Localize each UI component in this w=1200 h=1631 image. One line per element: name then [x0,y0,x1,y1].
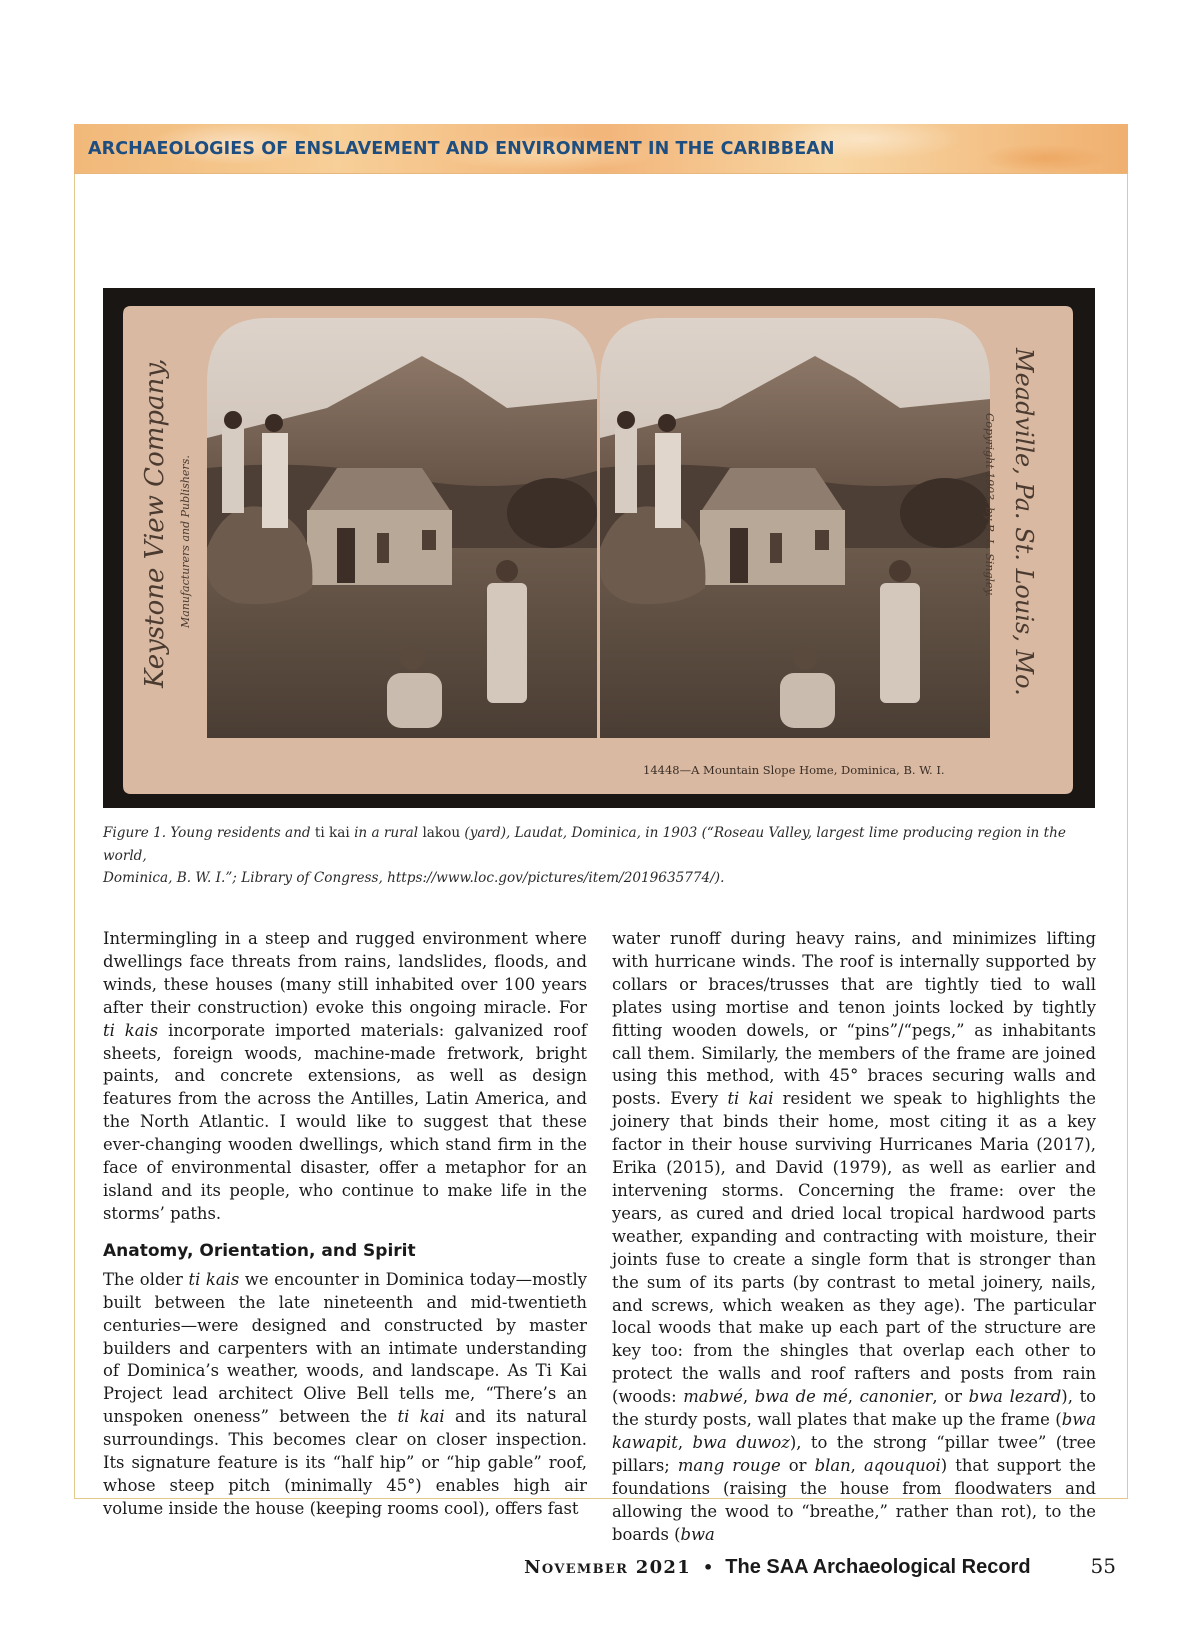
paragraph [612,928,1096,1546]
term-ti-kai: ti kai [397,1407,445,1427]
card-right-text: Meadville, Pa. St. Louis, Mo. [1010,348,1038,696]
text-run: , [847,1387,860,1407]
page-footer [524,1554,1116,1584]
wood-name: blan [814,1455,851,1475]
text-run: ), to the sturdy posts, wall plates that make up the frame ( [612,1387,1097,1430]
section-banner [74,124,1128,174]
wood-name: bwa kawapit [612,1410,1096,1452]
term-ti-kais: ti kais [188,1269,240,1289]
text-run: or [780,1455,815,1475]
wood-name: bwa de mé [754,1387,848,1407]
caption-term-ti-kai: ti kai [314,825,350,841]
text-run: ), to the strong “pillar twee” (tree pillars; [612,1432,1096,1475]
wood-name: canonier [859,1387,933,1407]
text-run: , [850,1455,864,1475]
footer-journal-title: The SAA Archaeological Record [725,1556,1031,1578]
text-run: incorporate imported materials: galvanized roof sheets, foreign woods, machine-made fretwork, bright paints, and concrete extensions, as well as design features from the across the Antilles, Latin America, and the North Atlantic. I would like to suggest that these ever-changing wooden dwellings, which stand firm in the face of environmental disaster, offer a metaphor for an island and its people, who continue to make life in the storms’ paths. [103,1020,587,1223]
text-run: The older [103,1269,189,1289]
wood-name: bwa [680,1524,715,1544]
text-run: Intermingling in a steep and rugged environment where dwellings face threats from rains, landslides, floods, and winds, these houses (many still inhabited over 100 years after their construction) evoke this ongoing miracle. For [103,929,587,1017]
paragraph [103,1269,587,1521]
caption-text: in a rural [349,825,423,841]
term-ti-kai: ti kai [727,1089,774,1109]
card-left-text: Keystone View Company, [140,358,170,688]
section-subheading: Anatomy, Orientation, and Spirit [103,1240,416,1261]
wood-name: bwa lezard [968,1387,1062,1407]
stereograph-photo [103,288,1095,808]
text-run: and its natural surroundings. This becomes clear on closer inspection. Its signature feature is its “half hip” or “hip gable” roof, whose steep pitch (minimally 45°) enables high air volume inside the house (keeping rooms cool), offers fast [103,1407,587,1518]
paragraph [103,928,587,1226]
page-number: 55 [1090,1554,1116,1578]
text-run: we encounter in Dominica today—mostly built between the late nineteenth and mid-twentieth centuries—were designed and constructed by master builders and carpenters with an intimate understanding of Dominica’s weather, woods, and landscape. As Ti Kai Project lead architect Olive Bell tells me, “There’s an unspoken oneness” between the [103,1269,587,1427]
body-column-right [612,928,1096,1546]
caption-text: (yard), Laudat, Dominica, in 1903 (“Roseau Valley, largest lime producing region in the world, [103,825,1066,864]
body-column-left [103,928,587,1521]
text-run: , or [932,1387,969,1407]
wood-name: bwa duwoz [692,1432,790,1452]
text-run: , [742,1387,755,1407]
wood-name: mabwé [683,1387,743,1407]
banner-title: ARCHAEOLOGIES OF ENSLAVEMENT AND ENVIRONMENT IN THE CARIBBEAN [88,139,835,159]
figure-caption [103,822,1103,890]
term-ti-kais: ti kais [103,1020,159,1040]
card-left-subtext: Manufacturers and Publishers. [179,455,192,628]
caption-line-1 [103,822,1103,867]
text-run: water runoff during heavy rains, and minimizes lifting with hurricane winds. The roof is internally supported by collars or braces/trusses that are tightly tied to wall plates using mortise and tenon joints locked by tightly fitting wooden dowels, or “pins”/“pegs,” as inhabitants call them. Similarly, the members of the frame are joined using this method, with 45° braces securing walls and posts. Every [612,929,1096,1109]
caption-text: Figure 1. Young residents and [103,825,315,841]
text-run: , [677,1432,693,1452]
caption-term-lakou: lakou [422,825,461,841]
wood-name: aqouquoi [863,1455,941,1475]
footer-issue-date: November 2021 [524,1557,692,1578]
card-right-subtext: Copyright 1903, by B. L. Singley. [983,413,996,597]
caption-line-2: Dominica, B. W. I.”; Library of Congress, https://www.loc.gov/pictures/item/2019635774/). [103,870,725,886]
footer-separator: • [703,1558,714,1577]
text-run: resident we speak to highlights the joinery that binds their home, most citing it as a key factor in their house surviving Hurricanes Maria (2017), Erika (2015), and David (1979), as well as earlier and intervening storms. Concerning the frame: over the years, as cured and dried local tropical hardwood parts weather, expanding and contracting with moisture, their joints fuse to create a single form that is stronger than the sum of its parts (by contrast to metal joinery, nails, and screws, which weaken as they age). The particular local woods that make up each part of the structure are key too: from the shingles that overlap each other to protect the walls and roof rafters and posts from rain (woods: [612,1089,1096,1407]
text-run: ) that support the foundations (raising the house from floodwaters and allowing the wood to “breathe,” rather than rot), to the boards ( [612,1455,1096,1544]
wood-name: mang rouge [677,1455,781,1475]
card-caption: 14448—A Mountain Slope Home, Dominica, B. W. I. [643,763,945,777]
